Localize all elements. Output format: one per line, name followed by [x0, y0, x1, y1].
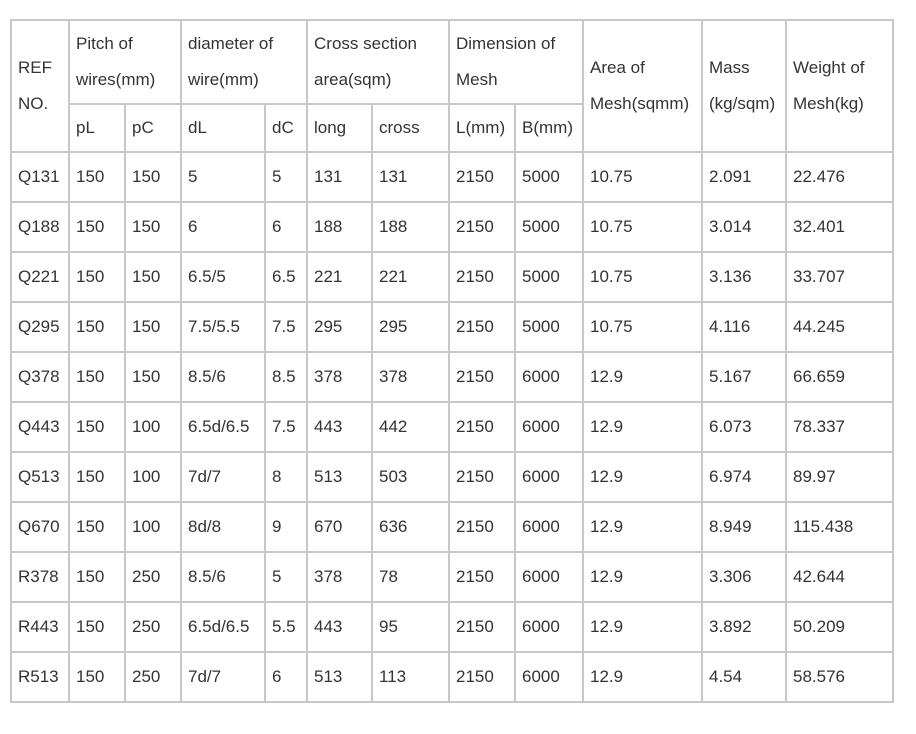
cell-breadth-mm: 6000 [515, 552, 583, 602]
cell-pitch-pc: 250 [125, 552, 181, 602]
cell-area-cross: 131 [372, 152, 449, 202]
cell-pitch-pc: 150 [125, 152, 181, 202]
cell-weight: 58.576 [786, 652, 893, 702]
cell-diameter-dl: 7d/7 [181, 452, 265, 502]
cell-weight: 89.97 [786, 452, 893, 502]
header-row-main [11, 20, 893, 104]
cell-breadth-mm: 6000 [515, 352, 583, 402]
cell-weight: 78.337 [786, 402, 893, 452]
cell-diameter-dc: 6 [265, 652, 307, 702]
cell-pitch-pc: 250 [125, 602, 181, 652]
cell-breadth-mm: 5000 [515, 202, 583, 252]
cell-diameter-dl: 6 [181, 202, 265, 252]
table-row [11, 452, 893, 502]
cell-area-cross: 78 [372, 552, 449, 602]
cell-mass: 4.116 [702, 302, 786, 352]
cell-pitch-pl: 150 [69, 402, 125, 452]
cell-ref-no: R378 [11, 552, 69, 602]
cell-breadth-mm: 6000 [515, 452, 583, 502]
cell-area-of-mesh: 10.75 [583, 202, 702, 252]
cell-area-cross: 442 [372, 402, 449, 452]
table-row [11, 602, 893, 652]
cell-diameter-dc: 7.5 [265, 402, 307, 452]
header-ref-no: REF NO. [11, 20, 69, 152]
subheader-dl: dL [181, 104, 265, 152]
cell-ref-no: Q221 [11, 252, 69, 302]
table-header [11, 20, 893, 152]
subheader-long: long [307, 104, 372, 152]
cell-area-cross: 503 [372, 452, 449, 502]
table-row [11, 152, 893, 202]
cell-area-of-mesh: 12.9 [583, 652, 702, 702]
cell-area-of-mesh: 12.9 [583, 352, 702, 402]
cell-pitch-pl: 150 [69, 352, 125, 402]
cell-breadth-mm: 5000 [515, 302, 583, 352]
cell-area-long: 378 [307, 352, 372, 402]
table-row [11, 502, 893, 552]
cell-ref-no: Q670 [11, 502, 69, 552]
subheader-length: L(mm) [449, 104, 515, 152]
cell-breadth-mm: 5000 [515, 152, 583, 202]
cell-pitch-pl: 150 [69, 452, 125, 502]
cell-length-mm: 2150 [449, 502, 515, 552]
cell-diameter-dc: 6.5 [265, 252, 307, 302]
cell-mass: 3.136 [702, 252, 786, 302]
cell-mass: 2.091 [702, 152, 786, 202]
cell-area-of-mesh: 12.9 [583, 502, 702, 552]
header-diameter-of-wire: diameter of wire(mm) [181, 20, 307, 104]
cell-diameter-dc: 7.5 [265, 302, 307, 352]
cell-pitch-pl: 150 [69, 502, 125, 552]
cell-area-of-mesh: 12.9 [583, 402, 702, 452]
cell-pitch-pc: 100 [125, 502, 181, 552]
cell-diameter-dl: 8.5/6 [181, 352, 265, 402]
cell-breadth-mm: 6000 [515, 402, 583, 452]
cell-weight: 32.401 [786, 202, 893, 252]
mesh-spec-table-container [10, 19, 894, 703]
cell-ref-no: R443 [11, 602, 69, 652]
cell-weight: 115.438 [786, 502, 893, 552]
cell-ref-no: R513 [11, 652, 69, 702]
cell-mass: 3.306 [702, 552, 786, 602]
cell-area-cross: 188 [372, 202, 449, 252]
cell-area-of-mesh: 12.9 [583, 602, 702, 652]
cell-diameter-dc: 8 [265, 452, 307, 502]
cell-mass: 3.014 [702, 202, 786, 252]
subheader-breadth: B(mm) [515, 104, 583, 152]
cell-breadth-mm: 6000 [515, 602, 583, 652]
cell-ref-no: Q378 [11, 352, 69, 402]
mesh-spec-table [10, 19, 894, 703]
cell-pitch-pl: 150 [69, 552, 125, 602]
cell-area-long: 221 [307, 252, 372, 302]
cell-diameter-dc: 5.5 [265, 602, 307, 652]
cell-length-mm: 2150 [449, 202, 515, 252]
cell-pitch-pl: 150 [69, 652, 125, 702]
cell-weight: 33.707 [786, 252, 893, 302]
cell-diameter-dl: 8d/8 [181, 502, 265, 552]
cell-ref-no: Q188 [11, 202, 69, 252]
cell-weight: 66.659 [786, 352, 893, 402]
cell-pitch-pl: 150 [69, 252, 125, 302]
cell-pitch-pl: 150 [69, 302, 125, 352]
cell-area-long: 378 [307, 552, 372, 602]
cell-pitch-pc: 250 [125, 652, 181, 702]
cell-length-mm: 2150 [449, 352, 515, 402]
header-mass: Mass (kg/sqm) [702, 20, 786, 152]
cell-area-of-mesh: 10.75 [583, 252, 702, 302]
cell-mass: 6.073 [702, 402, 786, 452]
cell-ref-no: Q295 [11, 302, 69, 352]
cell-pitch-pl: 150 [69, 602, 125, 652]
cell-area-of-mesh: 10.75 [583, 302, 702, 352]
cell-breadth-mm: 6000 [515, 652, 583, 702]
cell-area-long: 443 [307, 402, 372, 452]
table-row [11, 252, 893, 302]
cell-length-mm: 2150 [449, 452, 515, 502]
cell-weight: 42.644 [786, 552, 893, 602]
cell-pitch-pc: 150 [125, 302, 181, 352]
cell-mass: 5.167 [702, 352, 786, 402]
cell-length-mm: 2150 [449, 152, 515, 202]
header-dimension-of-mesh: Dimension of Mesh [449, 20, 583, 104]
subheader-dc: dC [265, 104, 307, 152]
cell-diameter-dc: 9 [265, 502, 307, 552]
cell-area-long: 295 [307, 302, 372, 352]
cell-area-long: 188 [307, 202, 372, 252]
table-row [11, 352, 893, 402]
header-cross-section-area: Cross section area(sqm) [307, 20, 449, 104]
cell-area-long: 513 [307, 452, 372, 502]
cell-mass: 8.949 [702, 502, 786, 552]
cell-area-of-mesh: 12.9 [583, 552, 702, 602]
cell-pitch-pc: 150 [125, 252, 181, 302]
cell-area-cross: 295 [372, 302, 449, 352]
cell-ref-no: Q513 [11, 452, 69, 502]
header-weight-of-mesh: Weight of Mesh(kg) [786, 20, 893, 152]
cell-diameter-dc: 5 [265, 552, 307, 602]
cell-length-mm: 2150 [449, 652, 515, 702]
cell-area-cross: 221 [372, 252, 449, 302]
table-row [11, 652, 893, 702]
cell-area-long: 131 [307, 152, 372, 202]
cell-breadth-mm: 6000 [515, 502, 583, 552]
cell-pitch-pl: 150 [69, 202, 125, 252]
table-row [11, 552, 893, 602]
cell-weight: 50.209 [786, 602, 893, 652]
cell-area-cross: 636 [372, 502, 449, 552]
cell-weight: 44.245 [786, 302, 893, 352]
cell-pitch-pc: 150 [125, 202, 181, 252]
cell-diameter-dl: 6.5/5 [181, 252, 265, 302]
cell-length-mm: 2150 [449, 252, 515, 302]
cell-ref-no: Q131 [11, 152, 69, 202]
cell-pitch-pc: 100 [125, 452, 181, 502]
cell-ref-no: Q443 [11, 402, 69, 452]
cell-area-cross: 113 [372, 652, 449, 702]
cell-area-long: 670 [307, 502, 372, 552]
cell-diameter-dl: 6.5d/6.5 [181, 402, 265, 452]
table-body [11, 152, 893, 702]
cell-pitch-pc: 150 [125, 352, 181, 402]
table-row [11, 402, 893, 452]
table-row [11, 202, 893, 252]
table-row [11, 302, 893, 352]
cell-diameter-dl: 7d/7 [181, 652, 265, 702]
cell-length-mm: 2150 [449, 602, 515, 652]
cell-area-long: 443 [307, 602, 372, 652]
cell-area-cross: 95 [372, 602, 449, 652]
cell-pitch-pc: 100 [125, 402, 181, 452]
cell-pitch-pl: 150 [69, 152, 125, 202]
cell-mass: 4.54 [702, 652, 786, 702]
cell-diameter-dc: 8.5 [265, 352, 307, 402]
cell-area-cross: 378 [372, 352, 449, 402]
cell-diameter-dl: 7.5/5.5 [181, 302, 265, 352]
cell-length-mm: 2150 [449, 402, 515, 452]
header-pitch-of-wires: Pitch of wires(mm) [69, 20, 181, 104]
cell-area-of-mesh: 12.9 [583, 452, 702, 502]
subheader-pl: pL [69, 104, 125, 152]
subheader-cross: cross [372, 104, 449, 152]
cell-mass: 3.892 [702, 602, 786, 652]
cell-breadth-mm: 5000 [515, 252, 583, 302]
cell-diameter-dl: 8.5/6 [181, 552, 265, 602]
cell-mass: 6.974 [702, 452, 786, 502]
header-area-of-mesh: Area of Mesh(sqmm) [583, 20, 702, 152]
cell-area-of-mesh: 10.75 [583, 152, 702, 202]
cell-length-mm: 2150 [449, 552, 515, 602]
cell-diameter-dl: 5 [181, 152, 265, 202]
subheader-pc: pC [125, 104, 181, 152]
cell-diameter-dc: 5 [265, 152, 307, 202]
cell-length-mm: 2150 [449, 302, 515, 352]
cell-diameter-dc: 6 [265, 202, 307, 252]
cell-area-long: 513 [307, 652, 372, 702]
cell-weight: 22.476 [786, 152, 893, 202]
cell-diameter-dl: 6.5d/6.5 [181, 602, 265, 652]
